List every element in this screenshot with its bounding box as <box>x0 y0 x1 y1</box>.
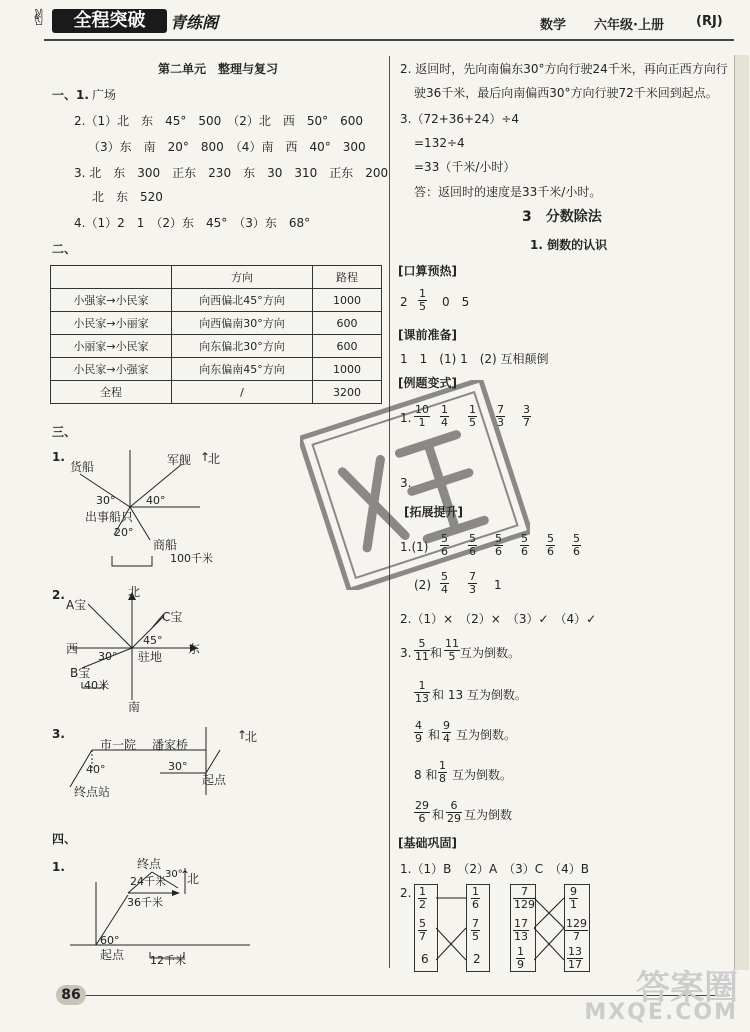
fig1-angle-left: 30° <box>96 494 116 507</box>
numerator: 1 <box>439 759 446 772</box>
table-header <box>51 266 172 289</box>
fig4-north: 北 <box>187 872 200 886</box>
match-fraction <box>567 946 583 971</box>
numerator: 7 <box>472 917 479 930</box>
numerator: 7 <box>497 403 504 416</box>
section-two: 二、 <box>52 242 77 256</box>
brand-logo <box>30 6 235 36</box>
denominator: 17 <box>568 958 582 971</box>
recip-mid: 和 <box>432 808 445 822</box>
fig1-merchant: 商船 <box>153 538 178 552</box>
q2-line2: （3）东 南 20° 800 （4）南 西 40° 300 <box>88 140 366 154</box>
denominator: 5 <box>469 416 476 429</box>
table-header-row <box>51 266 382 289</box>
table-cell: 600 <box>313 335 382 358</box>
q1-answer: 广场 <box>92 88 117 102</box>
fig3-north-arrow: ↑ <box>237 728 248 742</box>
numerator: 1 <box>419 287 426 300</box>
numerator: 5 <box>414 638 430 651</box>
match-lines-b <box>534 884 564 970</box>
recip-mid: 互为倒数。 <box>452 768 513 782</box>
denominator: 9 <box>415 732 422 745</box>
r3-line3: =33（千米/小时） <box>414 160 516 174</box>
table-cell: 向西偏北45°方向 <box>172 289 313 312</box>
fig3-start: 起点 <box>202 773 227 787</box>
footer-rule <box>80 995 730 996</box>
fig4-number: 1. <box>52 860 65 874</box>
recip-mid: 和 <box>428 728 441 742</box>
numerator: 5 <box>521 532 528 545</box>
numerator: 1 <box>441 403 448 416</box>
table-header: 方向 <box>172 266 313 289</box>
denominator: 8 <box>439 772 446 785</box>
numerator: 7 <box>469 570 476 583</box>
recip-fraction <box>442 720 451 745</box>
match-fraction <box>516 946 525 971</box>
numerator: 5 <box>547 532 554 545</box>
ext2-number: (2) <box>414 578 431 592</box>
oral-a: 2 <box>400 295 408 309</box>
fig4-d1: 24千米 <box>130 875 166 888</box>
fig2-north: 北 <box>128 585 141 599</box>
denominator: 7 <box>419 930 426 943</box>
numerator: 5 <box>419 917 426 930</box>
judge-answers: 2.（1）× （2）× （3）✓ （4）✓ <box>400 612 597 626</box>
fig2-south: 南 <box>128 700 141 714</box>
ex3-number: 3. <box>400 476 412 490</box>
denominator: 6 <box>441 545 448 558</box>
table-row <box>51 358 382 381</box>
fig4-north-arrow: ↑ <box>180 868 191 882</box>
tag-prep: [课前准备] <box>398 328 457 342</box>
denominator: 1 <box>570 898 577 911</box>
fig2-c: C宝 <box>162 610 183 624</box>
q1-label: 一、1. <box>52 88 89 102</box>
recip-fraction <box>414 800 430 825</box>
match-fraction <box>513 918 529 943</box>
denominator: 13 <box>514 930 528 943</box>
recip-fraction <box>446 800 462 825</box>
section-title: 3 分数除法 <box>522 209 602 225</box>
recip-mid: 和 <box>430 646 443 660</box>
tag-example: [例题变式] <box>398 376 457 390</box>
table-cell: 1000 <box>313 358 382 381</box>
fig4-angle2: 60° <box>100 934 120 947</box>
numerator: 5 <box>441 532 448 545</box>
match-value: 2 <box>473 952 481 966</box>
recip-lead: 3. <box>400 646 412 660</box>
match-value: 6 <box>421 952 429 966</box>
ext1-fraction <box>546 533 555 558</box>
fig3-number: 3. <box>52 727 65 741</box>
tag-oral: [口算预热] <box>398 264 457 278</box>
table-cell: 向东偏南45°方向 <box>172 358 313 381</box>
numerator: 9 <box>570 885 577 898</box>
recip-tail: 互为倒数。 <box>460 646 521 660</box>
section-three: 三、 <box>52 425 77 439</box>
grade-label: 六年级·上册 <box>594 18 664 33</box>
ext1-fraction <box>572 533 581 558</box>
fig1-scale: 100千米 <box>170 552 213 565</box>
numerator: 129 <box>566 917 587 930</box>
basic1-answers: 1.（1）B （2）A （3）C （4）B <box>400 862 590 876</box>
table-cell: 向西偏南30°方向 <box>172 312 313 335</box>
match-fraction <box>569 886 578 911</box>
recip-fraction <box>438 760 447 785</box>
table-cell: 小民家→小强家 <box>51 358 172 381</box>
seal-stamp <box>300 380 530 590</box>
fig4-angle1: 30° <box>165 869 183 880</box>
denominator: 7 <box>573 930 580 943</box>
fig1-cargo: 货船 <box>70 460 95 474</box>
denominator: 4 <box>441 416 448 429</box>
table-cell: 600 <box>313 312 382 335</box>
fig4-start: 起点 <box>100 948 125 962</box>
numerator: 6 <box>446 800 462 813</box>
recip-tail: 互为倒数。 <box>456 728 517 742</box>
q3-line1: 3. 北 东 300 正东 230 东 30 310 正东 200 <box>74 166 389 180</box>
page-edge <box>734 55 749 970</box>
fig2-angle1: 30° <box>98 650 118 663</box>
table-row <box>51 312 382 335</box>
table-row <box>51 335 382 358</box>
oral-fraction <box>418 288 427 313</box>
table-cell: 小强家→小民家 <box>51 289 172 312</box>
logo-subtitle: 青练阁 <box>170 13 219 32</box>
fig2-scale: 40米 <box>84 679 109 692</box>
logo-icon: ✌ <box>30 6 49 31</box>
fig3-end: 终点站 <box>74 785 111 799</box>
recip-fraction <box>414 680 430 705</box>
denominator: 3 <box>469 583 476 596</box>
match-fraction <box>565 918 588 943</box>
fig3-angle2: 30° <box>168 760 188 773</box>
r3-answer: 答：返回时的速度是33千米/小时。 <box>414 185 602 199</box>
table-cell: / <box>172 381 313 404</box>
match-fraction <box>471 886 480 911</box>
table-cell: 向东偏北30°方向 <box>172 335 313 358</box>
denominator: 11 <box>415 650 429 663</box>
r2-line2: 驶36千米，最后向南偏西30°方向行驶72千米回到起点。 <box>414 86 718 100</box>
denominator: 29 <box>447 812 461 825</box>
fig4-d2: 36千米 <box>127 896 163 909</box>
watermark-logo: 答案圈 <box>636 968 738 1008</box>
lesson-title: 1. 倒数的认识 <box>530 238 608 252</box>
ext1-number: 1.(1) <box>400 540 429 554</box>
numerator: 4 <box>415 719 422 732</box>
recip-fraction <box>414 720 423 745</box>
numerator: 5 <box>469 532 476 545</box>
section-four: 四、 <box>52 832 77 846</box>
ext2-tail: 1 <box>494 578 502 592</box>
numerator: 3 <box>523 403 530 416</box>
denominator: 1 <box>418 416 426 429</box>
fig2-b: B宝 <box>70 666 91 680</box>
denominator: 2 <box>419 898 426 911</box>
fig3-north: 北 <box>245 730 258 744</box>
table-header: 路程 <box>313 266 382 289</box>
match-fraction <box>418 918 427 943</box>
recip-mid: 和 13 互为倒数。 <box>432 688 527 702</box>
tag-extend: [拓展提升] <box>404 505 463 519</box>
numerator: 1 <box>414 680 430 693</box>
page-header <box>0 0 750 44</box>
match-lines-a <box>436 884 466 970</box>
recip-fraction <box>414 638 430 663</box>
table-row <box>51 289 382 312</box>
header-rule <box>44 39 734 41</box>
fig2-angle2: 45° <box>143 634 163 647</box>
table-cell: 小丽家→小民家 <box>51 335 172 358</box>
denominator: 6 <box>469 545 476 558</box>
numerator: 7 <box>513 886 536 899</box>
denominator: 6 <box>521 545 528 558</box>
denominator: 7 <box>523 416 530 429</box>
numerator: 10 <box>415 403 429 416</box>
q4: 4.（1）2 1 （2）东 45° （3）东 68° <box>74 216 311 230</box>
q2-line1: 2.（1）北 东 45° 500 （2）北 西 50° 600 <box>74 114 364 128</box>
ex1-number: 1. <box>400 411 412 425</box>
numerator: 5 <box>573 532 580 545</box>
fig4-end: 终点 <box>137 857 162 871</box>
numerator: 13 <box>568 945 582 958</box>
denominator: 5 <box>448 650 456 663</box>
numerator: 5 <box>441 570 448 583</box>
denominator: 3 <box>497 416 504 429</box>
numerator: 11 <box>445 637 459 650</box>
fig1-angle-bottom: 20° <box>114 526 134 539</box>
fig1-north-arrow: ↑ <box>200 450 211 464</box>
recip-tail: 互为倒数 <box>464 808 513 822</box>
fig3-angle1: 40° <box>86 763 106 776</box>
edition-label: (RJ) <box>696 14 723 29</box>
numerator: 5 <box>495 532 502 545</box>
prep-answer: 1 1 (1) 1 (2) 互相颠倒 <box>400 352 549 366</box>
table-cell: 全程 <box>51 381 172 404</box>
numerator: 1 <box>419 885 426 898</box>
denominator: 9 <box>517 958 524 971</box>
denominator: 4 <box>441 583 448 596</box>
denominator: 6 <box>495 545 502 558</box>
fig2-number: 2. <box>52 588 65 602</box>
basic2-number: 2. <box>400 886 412 900</box>
table-cell: 1000 <box>313 289 382 312</box>
numerator: 9 <box>443 719 450 732</box>
r2-line1: 2. 返回时，先向南偏东30°方向行驶24千米，再向正西方向行 <box>400 62 728 76</box>
fig2-base: 驻地 <box>138 650 163 664</box>
q3-line2: 北 东 520 <box>92 190 163 204</box>
unit-title: 第二单元 整理与复习 <box>158 62 279 76</box>
fig4-scale: 12千米 <box>150 954 186 967</box>
fig1-origin: 出事船只 <box>85 510 134 524</box>
denominator: 6 <box>573 545 580 558</box>
denominator: 5 <box>419 300 426 313</box>
numerator: 29 <box>415 799 429 812</box>
denominator: 5 <box>472 930 479 943</box>
tag-basic: [基础巩固] <box>398 836 457 850</box>
table-cell: 3200 <box>313 381 382 404</box>
r3-line2: =132÷4 <box>414 136 465 150</box>
fig2-a: A宝 <box>66 598 87 612</box>
denominator: 6 <box>472 898 479 911</box>
subject-label: 数学 <box>540 18 567 33</box>
match-fraction <box>471 918 480 943</box>
match-fraction <box>513 886 536 911</box>
fig1-number: 1. <box>52 450 65 464</box>
denominator: 4 <box>443 732 450 745</box>
watermark-url: MXQE.COM <box>584 1000 738 1025</box>
fig1-north: 北 <box>208 452 221 466</box>
fig3-bridge: 潘家桥 <box>152 738 189 752</box>
denominator: 129 <box>514 898 535 911</box>
fig1-warship: 军舰 <box>167 453 192 467</box>
oral-b: 0 5 <box>442 295 470 309</box>
recip-lead: 8 和 <box>414 768 438 782</box>
numerator: 17 <box>514 917 528 930</box>
numerator: 1 <box>469 403 476 416</box>
page-number: 86 <box>56 985 86 1005</box>
logo-title: 全程突破 <box>52 9 167 33</box>
r3-line1: 3.（72+36+24）÷4 <box>400 112 520 126</box>
fig3-hospital: 市一院 <box>100 738 137 752</box>
denominator: 6 <box>418 812 426 825</box>
recip-fraction <box>444 638 460 663</box>
match-fraction <box>418 886 427 911</box>
fig2-west: 西 <box>66 642 79 656</box>
fig1-angle-right: 40° <box>146 494 166 507</box>
numerator: 1 <box>472 885 479 898</box>
denominator: 13 <box>415 692 429 705</box>
table-cell: 小民家→小丽家 <box>51 312 172 335</box>
numerator: 1 <box>517 945 524 958</box>
denominator: 6 <box>547 545 554 558</box>
fig2-east: 东 <box>188 642 201 656</box>
